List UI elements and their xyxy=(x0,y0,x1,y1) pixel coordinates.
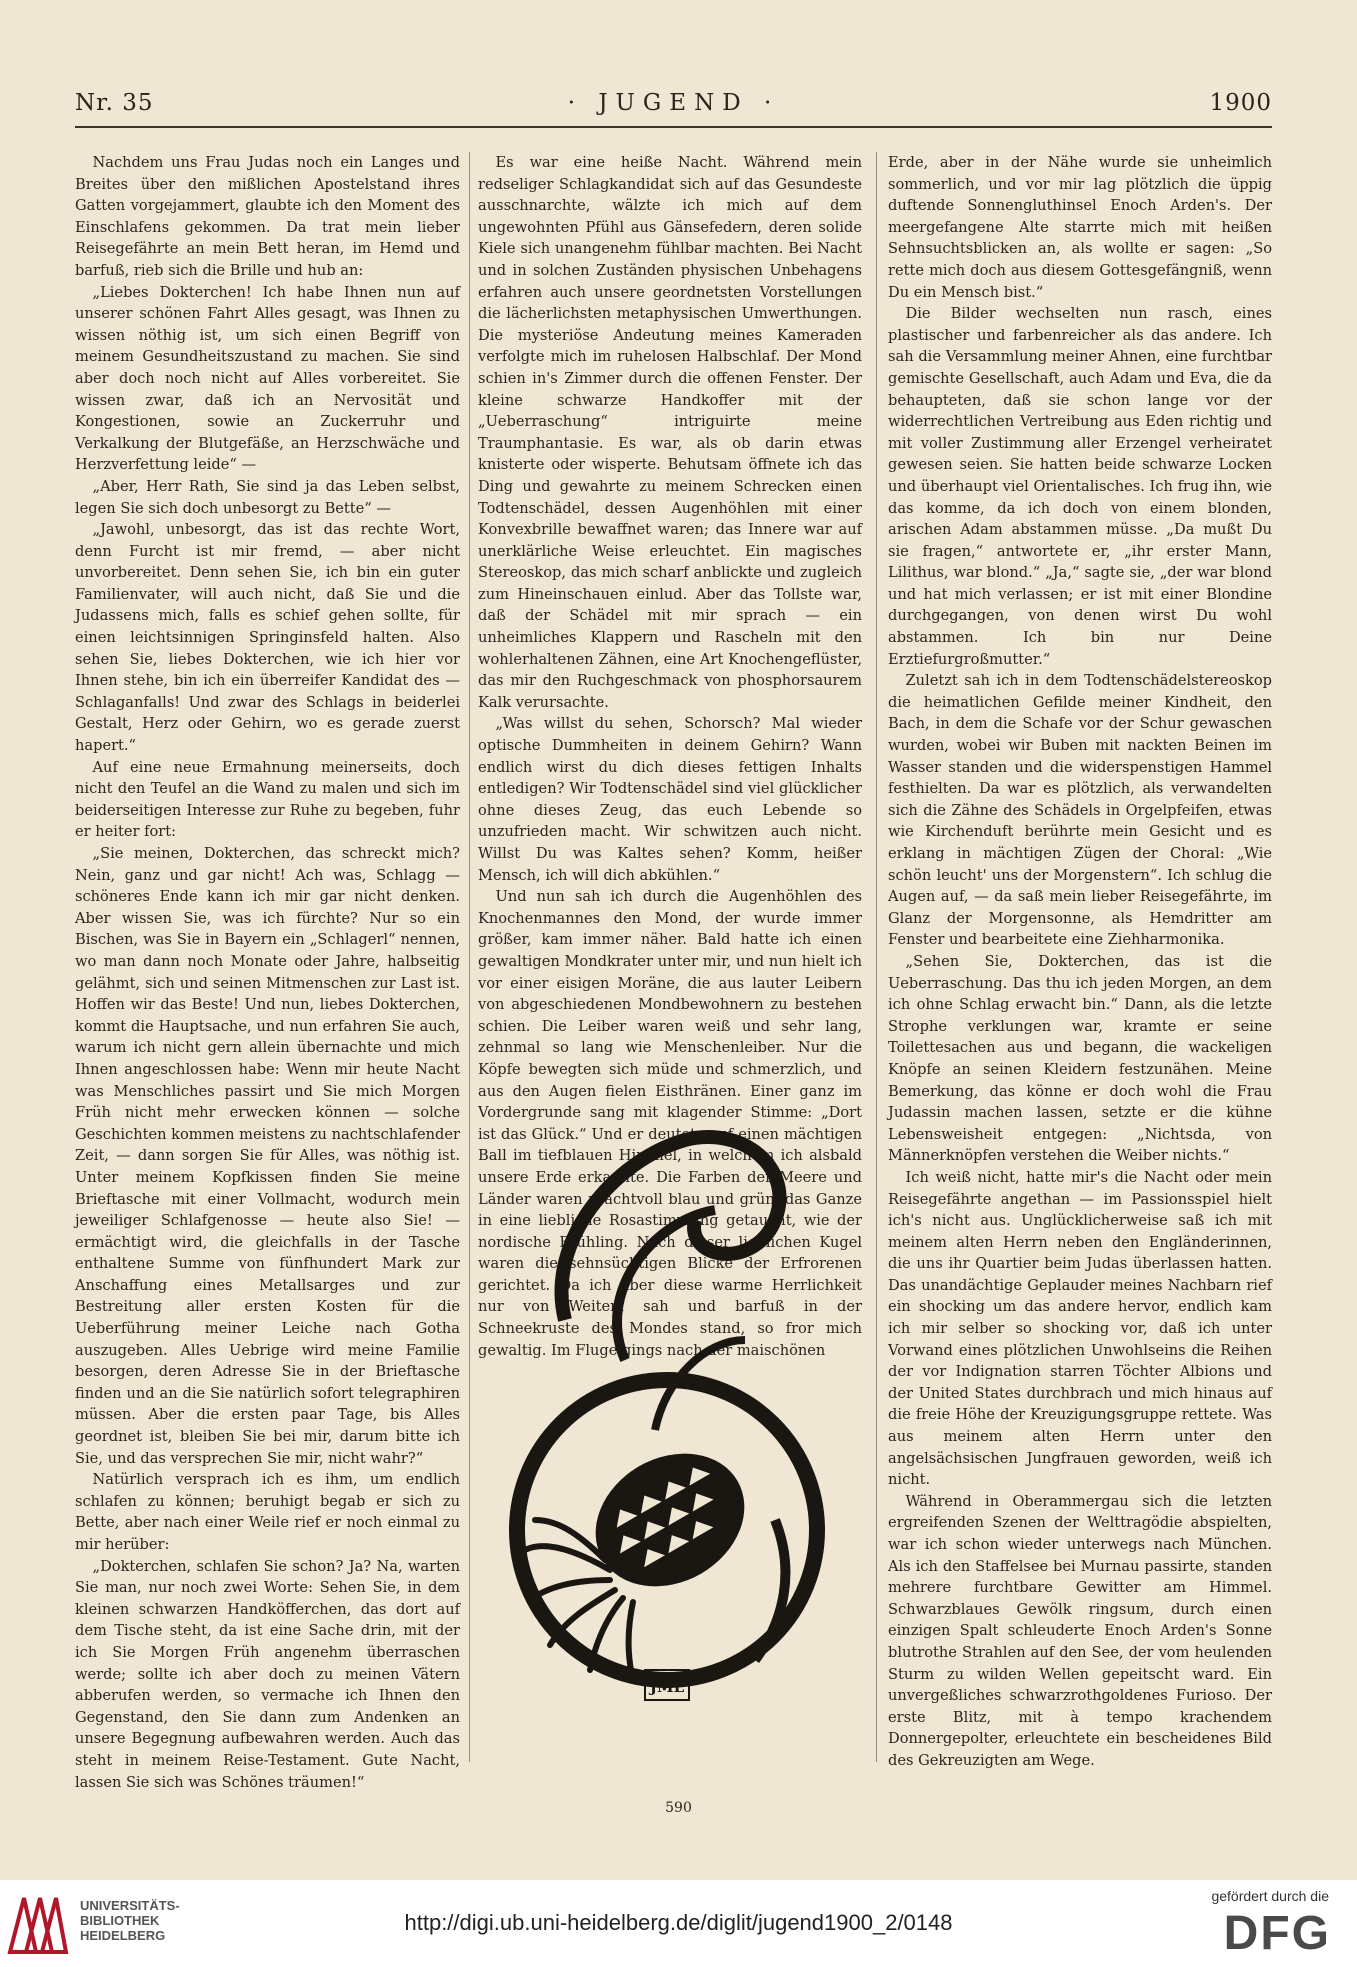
page-header xyxy=(75,90,1272,126)
paragraph: „Aber, Herr Rath, Sie sind ja das Leben selbst, legen Sie sich doch unbesorgt zu Bette“ — xyxy=(75,477,460,517)
paragraph: „Liebes Dokterchen! Ich habe Ihnen nun auf unserer schönen Fahrt Alles gesagt, was Ihnen zu wissen nöthig ist, um sich einen Begriff von meinem Gesundheitszustand zu machen. Sie sind aber doch noch nicht auf Alles vorbereitet. Sie wissen zwar, daß ich an Nervosität und Kongestionen, sowie an Zuckerruhr und Verkalkung der Blutgefäße, an Herzschwäche und Herzverfettung leide“ — xyxy=(75,283,460,474)
viewer-footer xyxy=(0,1880,1357,1967)
dfg-logo[interactable]: DFG xyxy=(1223,1907,1331,1960)
paragraph: Die Bilder wechselten nun rasch, eines plastischer und farbenreicher als das andere. Ich sah die Versammlung meiner Ahnen, eine furchtbar gemischte Gesellschaft, auch Adam und Eva, die da behaupteten, daß sie schon lange vor der widerrechtlichen Vertreibung aus Eden richtig und mit voller Zustimmung aller Erzengel verheiratet gewesen seien. Sie hatten beide schwarze Locken und überhaupt viel Orientalisches. Ich frug ihn, wie das komme, da ich doch von einem blonden, arischen Adam abstammen müsse. „Da mußt Du sie fragen,“ antwortete er, „ihr erster Mann, Lilithus, war blond.“ „Ja,“ sagte sie, „der war blond und hat mich verlassen; er ist mit einer Blondine durchgegangen, von denen wirst Du wohl abstammen. Ich bin nur Deine Erztiefurgroßmutter.“ xyxy=(888,305,1272,668)
paragraph: Ich weiß nicht, hatte mir's die Nacht oder mein Reisegefährte angethan — im Passionsspiel hielt ich's nicht aus. Unglücklicherweise saß ich mit meinem alten Herrn neben den Engländerinnen, die uns ihr Quartier beim Judas überlassen hatten. Das unandächtige Geplauder meines Nachbarn rief ein shocking um das andere hervor, endlich kam ich mir selber so shocking vor, daß ich unter Vorwand eines plötzlichen Unwohlseins die Reihen der vor Indignation starren Töchter Albions und der United States durchbrach und mich hinaus auf die freie Höhe der Kreuzigungsgruppe rettete. Was aus meinem alten Herrn unter den angelsächsischen Jungfrauen geworden, weiß ich nicht. xyxy=(888,1168,1272,1489)
page-number: 590 xyxy=(665,1800,692,1816)
text-column-2 xyxy=(478,152,862,1359)
paragraph: Natürlich versprach ich es ihm, um endlich schlafen zu können; beruhigt begab er sich zu Bette, aber nach einer Weile rief er noch einmal zu mir herüber: xyxy=(75,1471,460,1553)
library-line: UNIVERSITÄTS- xyxy=(80,1898,180,1913)
paragraph: Auf eine neue Ermahnung meinerseits, doch nicht den Teufel an die Wand zu malen und sich im beiderseitigen Interesse zur Ruhe zu begeben, fuhr er heiter fort: xyxy=(75,758,460,841)
paragraph: „Dokterchen, schlafen Sie schon? Ja? Na, warten Sie man, nur noch zwei Worte: Sehen Sie, in dem kleinen schwarzen Handköfferchen, das dort auf dem Tische steht, da ist eine Sache drin, mit der ich Sie Morgen Früh angenehm überraschen werde; sollte ich aber doch zu meinen Vätern abberufen werden, so vermache ich Ihnen den Gegenstand, den Sie dann zum Andenken an unsere Begegnung aufbewahren werden. Auch das steht in meinem Reise-Testament. Gute Nacht, lassen Sie sich was Schönes träumen!“ xyxy=(75,1557,460,1791)
header-rule xyxy=(75,126,1272,128)
library-line: HEIDELBERG xyxy=(80,1928,166,1943)
magazine-title-text: JUGEND xyxy=(598,90,749,116)
paragraph: Und nun sah ich durch die Augenhöhlen des Knochenmannes den Mond, der wurde immer größer, kam immer näher. Bald hatte ich einen gewaltigen Mondkrater unter mir, und nun hielt ich vor einer eisigen Moräne, die aus lauter Leibern von abgeschiedenen Mondbewohnern zu bestehen schien. Die Leiber waren weiß und sehr lang, zehnmal so lang wie Menschenleiber. Nur die Köpfe bewegten sich müde und schmerzlich, und aus den Augen fielen Eisthränen. Einer ganz im Vordergrunde sang mit klagender Stimme: „Dort ist das Glück.“ Und er deutete auf einen mächtigen Ball im tiefblauen Himmel, in welchem ich alsbald unsere Erde erkannte. Die Farben der Meere und Länder waren prachtvoll blau und grün, das Ganze in eine liebliche Rosastimmung getaucht, wie der nordische Frühling. Nach dieser lieblichen Kugel waren die sehnsüchtigen Blicke der Erfrorenen gerichtet. Da ich aber diese warme Herrlichkeit nur von Weitem sah und barfuß in der Schneekruste des Mondes stand, so fror mich gewaltig. Im Fluge gings nach der maischönen xyxy=(478,888,862,1359)
paragraph: Nachdem uns Frau Judas noch ein Langes und Breites über den mißlichen Apostelstand ihres Gatten vorgejammert, glaubte ich den Moment des Einschlafens gekommen. Da trat mein lieber Reisegefährte an mein Bett heran, im Hemd und barfuß, rieb sich die Brille und hub an: xyxy=(75,154,460,279)
woodcut-vignette xyxy=(505,1100,835,1770)
paragraph: „Sie meinen, Dokterchen, das schreckt mich? Nein, ganz und gar nicht! Ach was, Schlagg — schöneres Ende kann ich mir gar nicht denken. Aber wissen Sie, was ich fürchte? Nur so ein Bischen, was Sie in Bayern ein „Schlagerl“ nennen, wo man dann noch Monate oder Jahre, halbseitig gelähmt, sich und seinen Mitmenschen zur Last ist. Hoffen wir das Beste! Und nun, liebes Dokterchen, kommt die Hauptsache, und nun erfahren Sie auch, warum ich nicht gern allein übernachte und mich Ihnen angeschlossen habe: Wenn mir heute Nacht was Menschliches passirt und Sie mich Morgen Früh nicht mehr erwecken können — solche Geschichten kommen meistens zu nachtschlafender Zeit, — dann sorgen Sie für Alles, was nöthig ist. Unter meinem Kopfkissen finden Sie meine Brieftasche mit einer Vollmacht, wodurch mein jeweiliger Schlafgenosse — heute also Sie! — ermächtigt wird, die gleichfalls in der Tasche enthaltene Summe von fünfhundert Mark zur Anschaffung eines Metallsarges und zur Bestreitung aller ersten Kosten für die Ueberführung meiner Leiche nach Gotha auszugeben. Alles Uebrige wird meine Familie besorgen, deren Adresse Sie in der Brieftasche finden und an die Sie natürlich sofort telegraphiren müssen. Aber die ersten paar Tage, bis Alles geordnet ist, bleiben Sie bei mir, darum bitte ich Sie, und das versprechen Sie mir, nicht wahr?“ xyxy=(75,845,460,1467)
library-line: BIBLIOTHEK xyxy=(80,1913,160,1928)
funding-label: gefördert durch die xyxy=(1211,1888,1329,1904)
paragraph: „Jawohl, unbesorgt, das ist das rechte Wort, denn Furcht ist mir fremd, — aber nicht unvorbereitet. Denn sehen Sie, ich bin ein guter Familienvater, will auch nicht, daß Sie und die Judassens mich, falls es schief gehen sollte, für einen leichtsinnigen Springinsfeld halten. Also sehen Sie, liebes Dokterchen, wie ich hier vor Ihnen stehe, bin ich ein überreifer Kandidat des — Schlaganfalls! Und zwar des Schlags in beiderlei Gestalt, Herz oder Gehirn, wo es gerade zuerst hapert.“ xyxy=(75,521,460,755)
paragraph: Zuletzt sah ich in dem Todtenschädelstereoskop die heimatlichen Gefilde meiner Kindheit, den Bach, in dem die Schafe vor der Schur gewaschen wurden, wobei wir Buben mit nackten Beinen im Wasser standen und die widerspenstigen Hammel festhielten. Da war es plötzlich, als verwandelten sich die Zähne des Schädels in Orgelpfeifen, etwas wie Kirchenduft berührte mein Gesicht und es erklang in mächtigen Zügen der Choral: „Wie schön leucht' uns der Morgenstern“. Ich schlug die Augen auf, — da saß mein lieber Reisegefährte, im Glanz der Morgensonne, als Hemdritter am Fenster und bearbeitete eine Ziehharmonika. xyxy=(888,672,1272,949)
paragraph: Es war eine heiße Nacht. Während mein redseliger Schlagkandidat sich auf das Gesundeste ausschnarchte, wälzte ich mich auf dem ungewohnten Pfühl aus Gänsefedern, deren solide Kiele sich unangenehm fühlbar machten. Bei Nacht und in solchen Zuständen physischen Unbehagens erfahren auch unsere geordnetsten Vorstellungen die lächerlichsten metaphysischen Umwerthungen. Die mysteriöse Andeutung meines Kameraden verfolgte mich im ruhelosen Halbschlaf. Der Mond schien in's Zimmer durch die offenen Fenster. Der kleine schwarze Handkoffer mit der „Ueberraschung“ intriguirte meine Traumphantasie. Es war, als ob darin etwas knisterte oder wisperte. Behutsam öffnete ich das Ding und gewahrte zu meinem Schrecken einen Todtenschädel, dessen Augenhöhlen mit einer Konvexbrille bewaffnet waren; das Innere war auf unerklärliche Weise erleuchtet. Ein magisches Stereoskop, das mich scharf anblickte und zugleich zum Hineinschauen einlud. Aber das Tollste war, daß der Schädel mit mir sprach — ein unheimliches Klappern und Rascheln mit den wohlerhaltenen Zähnen, eine Art Knochengeflüster, das mir den Ruchgeschmack von phosphorsaurem Kalk verursachte. xyxy=(478,154,862,711)
magazine-title: · JUGEND · xyxy=(567,90,780,116)
text-column-3 xyxy=(888,152,1272,1769)
column-divider xyxy=(876,152,877,1762)
paragraph: „Was willst du sehen, Schorsch? Mal wieder optische Dummheiten in deinem Gehirn? Wann endlich wirst du dich dieses fettigen Inhalts entledigen? Wir Todtenschädel sind viel glücklicher ohne dieses Zeug, das euch Lebende so unzufrieden macht. Wir schwitzen auch nicht. Willst Du was Kaltes sehen? Komm, heißer Mensch, ich will dich abkühlen.“ xyxy=(478,715,862,884)
thistle-illustration-icon xyxy=(505,1100,835,1770)
permalink[interactable]: http://digi.ub.uni-heidelberg.de/diglit/jugend1900_2/0148 xyxy=(404,1910,953,1935)
paragraph: „Sehen Sie, Dokterchen, das ist die Ueberraschung. Das thu ich jeden Morgen, an dem ich ohne Schlag erwacht bin.“ Dann, als die letzte Strophe verklungen war, kramte er seine Toilettesachen aus und begann, die wackeligen Knöpfe an seinen Kleidern festzunähen. Meine Bemerkung, das könne er doch wohl die Frau Judassin machen lassen, setzte er die kühne Lebensweisheit entgegen: „Nichtsda, von Männerknöpfen verstehen die Weiber nichts.“ xyxy=(888,952,1272,1165)
artist-monogram: JML xyxy=(649,1678,685,1696)
issue-number: Nr. 35 xyxy=(75,90,154,116)
text-column-1 xyxy=(75,152,460,1791)
paragraph: Erde, aber in der Nähe wurde sie unheimlich sommerlich, und vor mir lag plötzlich die üppig duftende Sonnengluthinsel Enoch Arden's. Der meergefangene Alte starrte mich mit heißen Sehnsuchtsblicken an, als wollte er sagen: „So rette mich doch aus diesem Gottesgefängniß, wenn Du ein Mensch bist.“ xyxy=(888,154,1272,301)
paragraph: Während in Oberammergau sich die letzten ergreifenden Szenen der Welttragödie abspielten, war ich schon wieder unterwegs nach München. Als ich den Staffelsee bei Murnau passirte, standen mehrere furchtbare Gewitter am Himmel. Schwarzblaues Gewölk ringsum, durch einen einzigen Spalt schleuderte Enoch Arden's Sonne blutrothe Strahlen auf den See, der vom heulenden Sturm zu wilden Wellen gepeitscht ward. Ein unvergeßliches schwarzrothgoldenes Furioso. Der erste Blitz, mit à tempo krachendem Donnergepolter, erleuchtete ein bescheidenes Bild des Gekreuzigten am Wege. xyxy=(888,1492,1272,1769)
year: 1900 xyxy=(1209,90,1272,116)
column-divider xyxy=(469,152,470,1762)
